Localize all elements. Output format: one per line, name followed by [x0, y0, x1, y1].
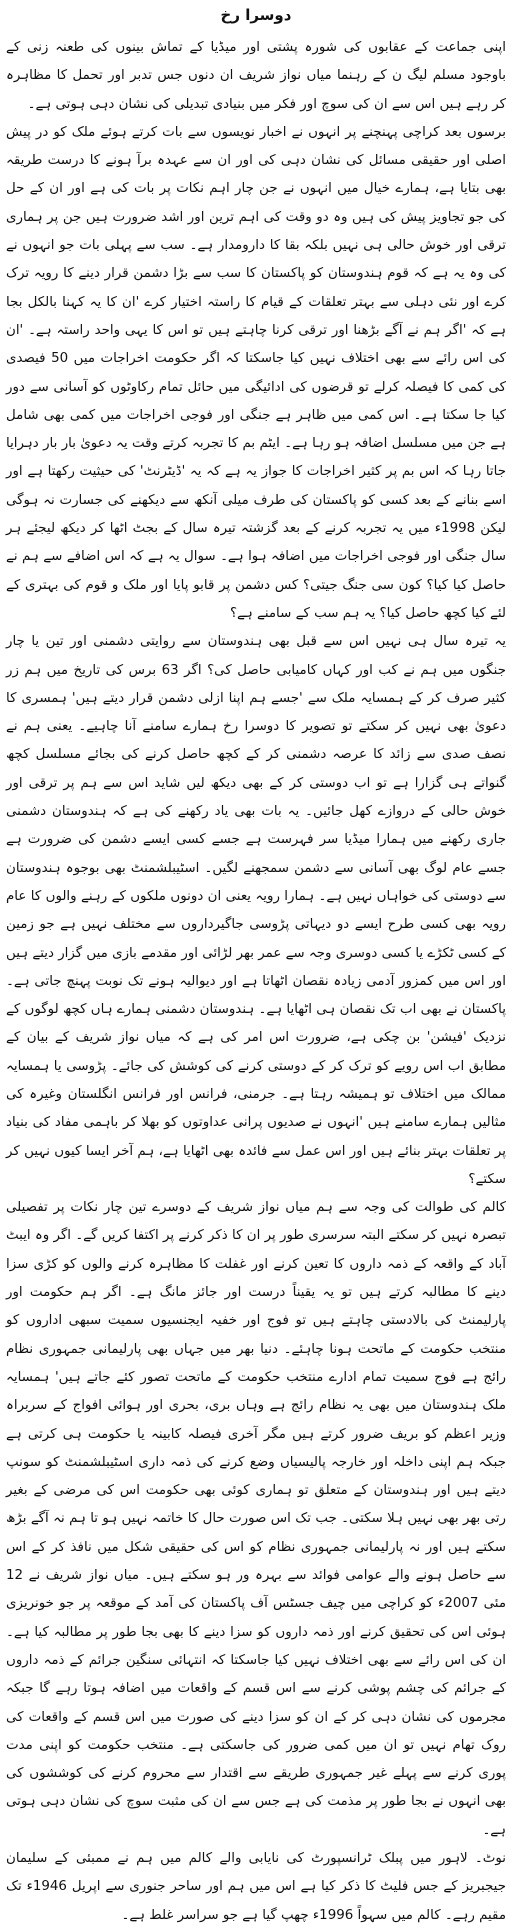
column-title: دوسرا رخ [220, 6, 292, 24]
paragraph-other-points: کالم کی طوالت کی وجہ سے ہم میاں نواز شریف کے دوسرے تین چار نکات پر تفصیلی تبصرہ نہیں کر سکتے البتہ سرسری طور پر ان کا ذکر کرنے پر اکتفا کریں گے۔ اگر وہ ایبٹ آباد کے واقعہ کے ذمہ داروں کا تعین کرنے اور غفلت کا مظاہرہ کرنے والوں کو کڑی سزا دینے کا مطالبہ کرتے ہیں تو یہ یقیناً درست اور جائز مانگ ہے۔ اگر ہم حکومت اور پارلیمنٹ کی بالادستی چاہتے ہیں تو فوج اور خفیہ ایجنسیوں سمیت سبھی اداروں کو منتخب حکومت کے ماتحت ہونا چاہئے۔ دنیا بھر میں جہاں بھی پارلیمانی جمہوری نظام رائج ہے فوج سمیت تمام ادارے منتخب حکومت کے ماتحت تصور کئے جاتے ہیں' ہمسایہ ملک ہندوستان میں بھی یہ نظام رائج ہے وہاں بری، بحری اور ہوائی افواج کے سربراہ وزیر اعظم کو بریف ضرور کرتے ہیں مگر آخری فیصلہ کابینہ یا حکومت ہی کرتی ہے جبکہ ہم اپنی داخلہ اور خارجہ پالیسیاں وضع کرنے کی ذمہ داری اسٹیبلشمنٹ کو سونپ دیتے ہیں اور ہندوستان کے متعلق تو ہماری کوئی بھی حکومت اس کی مرضی کے بغیر رتی بھر بھی نہیں ہلا سکتی۔ جب تک اس صورت حال کا خاتمہ نہیں ہو تا ہم نہ آگے بڑھ سکتے ہیں اور نہ پارلیمانی جمہوری نظام کو اس کی حقیقی شکل میں نافذ کر کے اس سے حاصل ہونے والے عوامی فوائد سے بہرہ ور ہو سکتے ہیں۔ میاں نواز شریف نے 12 مئی 2007ء کو کراچی میں چیف جسٹس آف پاکستان کی آمد کے موقعہ پر جو خونریزی ہوئی اس کی تحقیق کرنے اور ذمہ داروں کو سزا دینے کا بھی بجا طور پر مطالبہ کیا ہے۔ ان کی اس رائے سے بھی اختلاف نہیں کیا جاسکتا کہ انتہائی سنگین جرائم کے ذمہ داروں کے جرائم کی چشم پوشی کرنے سے اس قسم کے واقعات میں اضافہ ہوتا رہے گا جبکہ مجرموں کی نشان دہی کر کے ان کو سزا دینے کی صورت میں اس قسم کے واقعات کی روک تھام نہیں تو ان میں کمی ضرور کی جاسکتی ہے۔ منتخب حکومت کو اپنی مدت پوری کرنے سے پہلے غیر جمہوری طریقے سے اقتدار سے محروم کرنے کی کوششوں کی بھی انہوں نے بجا طور پر مذمت کی ہے جس سے ان کی مثبت سوچ کی نشان دہی ہوتی ہے۔ [6, 1200, 506, 1838]
column-body [6, 34, 506, 1930]
paragraph-intro: اپنی جماعت کے عقابوں کی شورہ پشتی اور میڈیا کے تماش بینوں کی طعنہ زنی کے باوجود مسلم لیگ ن کے رہنما میاں نواز شریف ان دنوں جس تدبر اور تحمل کا مظاہرہ کر رہے ہیں اس سے ان کی سوچ اور فکر میں بنیادی تبدیلی کی نشان دہی ہوتی ہے۔ [6, 40, 506, 112]
paragraph-karachi-points: برسوں بعد کراچی پہنچنے پر انہوں نے اخبار نویسوں سے بات کرتے ہوئے ملک کو در پیش اصلی اور حقیقی مسائل کی نشان دہی کی اور ان سے عہدہ برآ ہونے کا درست طریقہ بھی بتایا ہے، ہمارے خیال میں انہوں نے جن چار اہم نکات پر بات کی ہے اور ان کے حل کی جو تجاویز پیش کی ہیں وہ دو وقت کی اہم ترین اور اشد ضرورت ہیں جن پر ہماری ترقی اور خوش حالی ہی نہیں بلکہ بقا کا دارومدار ہے۔ سب سے پہلی بات جو انہوں نے کی وہ یہ ہے کہ قوم ہندوستان کو پاکستان کا سب سے بڑا دشمن قرار دینے کا رویہ ترک کرے اور نئی دہلی سے بہتر تعلقات کے قیام کا راستہ اختیار کرے 'ان کا یہ کہنا بالکل بجا ہے کہ 'اگر ہم نے آگے بڑھنا اور ترقی کرنا چاہتے ہیں تو اس کا یہی واحد راستہ ہے۔ 'ان کی اس رائے سے بھی اختلاف نہیں کیا جاسکتا کہ اگر حکومت اخراجات میں 50 فیصدی کی کمی کا فیصلہ کرلے تو قرضوں کی ادائیگی میں حائل تمام رکاوٹوں کو آسانی سے دور کیا جا سکتا ہے۔ اس کمی میں ظاہر ہے جنگی اور فوجی اخراجات میں کمی بھی شامل ہے جن میں مسلسل اضافہ ہو رہا ہے۔ ایٹم بم کا تجربہ کرتے وقت یہ دعویٰ بار بار دہرایا جاتا رہا کہ اس بم پر کثیر اخراجات کا جواز یہ ہے کہ یہ 'ڈیٹرنٹ' کی حیثیت رکھتا ہے اور اسے بنانے کے بعد کسی کو پاکستان کی طرف میلی آنکھ سے دیکھنے کی جسارت نہ ہوگی لیکن 1998ء میں یہ تجربہ کرنے کے بعد گزشتہ تیرہ سال کے بجٹ اٹھا کر دیکھ لیجئے ہر سال جنگی اور فوجی اخراجات میں اضافہ ہوا ہے۔ سوال یہ ہے کہ اس اضافے سے ہم نے حاصل کیا کیا؟ کون سی جنگ جیتی؟ کس دشمن پر قابو پایا اور ملک و قوم کی بہتری کے لئے کیا کچھ حاصل کیا؟ یہ ہم سب کے سامنے ہے؟ [6, 124, 507, 621]
paragraph-note: نوٹ۔ لاہور میں پبلک ٹرانسپورٹ کی نایابی والے کالم میں ہم نے ممبئی کے سلیمان جیجبریز کے جس فلیٹ کا ذکر کیا ہے اس میں ہم اور ساحر جنوری سے اپریل 1946ء تک مقیم رہے۔ کالم میں سہواً 1996ء چھپ گیا ہے جو سراسر غلط ہے۔ [6, 1851, 506, 1923]
paragraph-thirteen-years: یہ تیرہ سال ہی نہیں اس سے قبل بھی ہندوستان سے روایتی دشمنی اور تین یا چار جنگوں میں ہم نے کب اور کہاں کامیابی حاصل کی؟ اگر 63 برس کی تاریخ میں ہم زر کثیر صرف کر کے ہمسایہ ملک سے 'جسے ہم اپنا ازلی دشمن قرار دیتے ہیں' ہمسری کا دعویٰ بھی نہیں کر سکتے تو تصویر کا دوسرا رخ ہمارے سامنے آنا چاہیے۔ یعنی ہم نے نصف صدی سے زائد کا عرصہ دشمنی کر کے کچھ حاصل کرنے کی بجائے مسلسل کچھ گنواتے ہی گزارا ہے تو اب دوستی کر کے بھی دیکھ لیں شاید اس سے ہم پر ترقی اور خوش حالی کے دروازے کھل جائیں۔ یہ بات بھی یاد رکھنے کی ہے کہ ہندوستان دشمنی جاری رکھنے میں ہمارا میڈیا سر فہرست ہے جسے کسی ایسے دشمن کی ضرورت ہے جسے عام لوگ بھی آسانی سے دشمن سمجھنے لگیں۔ اسٹیبلشمنٹ بھی بوجوہ ہندوستان سے دوستی کی خواہاں نہیں ہے۔ ہمارا رویہ یعنی ان دونوں ملکوں کے رہنے والوں کا عام رویہ بھی کسی طرح ایسے دو دیہاتی پڑوسی جاگیرداروں سے مختلف نہیں ہے جو زمین کے کسی ٹکڑے یا کسی دوسری وجہ سے عمر بھر لڑائی اور مقدمے بازی میں گزار دیتے ہیں اور اس میں کمزور آدمی زیادہ نقصان اٹھاتا ہے اور دیوالیہ ہونے تک نوبت پہنچ جاتی ہے۔ پاکستان نے بھی اب تک نقصان ہی اٹھایا ہے۔ ہندوستان دشمنی ہمارے ہاں کچھ لوگوں کے نزدیک 'فیشن' بن چکی ہے، ضرورت اس امر کی ہے کہ میاں نواز شریف کے بیان کے مطابق اب اس رویے کو ترک کر کے دوستی کرنے کی کوشش کی جائے۔ پڑوسی یا ہمسایہ ممالک میں اختلاف تو ہمیشہ رہتا ہے۔ جرمنی، فرانس اور فرانس انگلستان وغیرہ کی مثالیں ہمارے سامنے ہیں 'انہوں نے صدیوں پرانی عداوتوں کو بھلا کر باہمی مفاد کی بنیاد پر تعلقات بہتر بنائے ہیں اور اس عمل سے فائدہ بھی اٹھایا ہے، ہم آخر ایسا کیوں نہیں کر سکتے؟ [6, 634, 507, 1187]
